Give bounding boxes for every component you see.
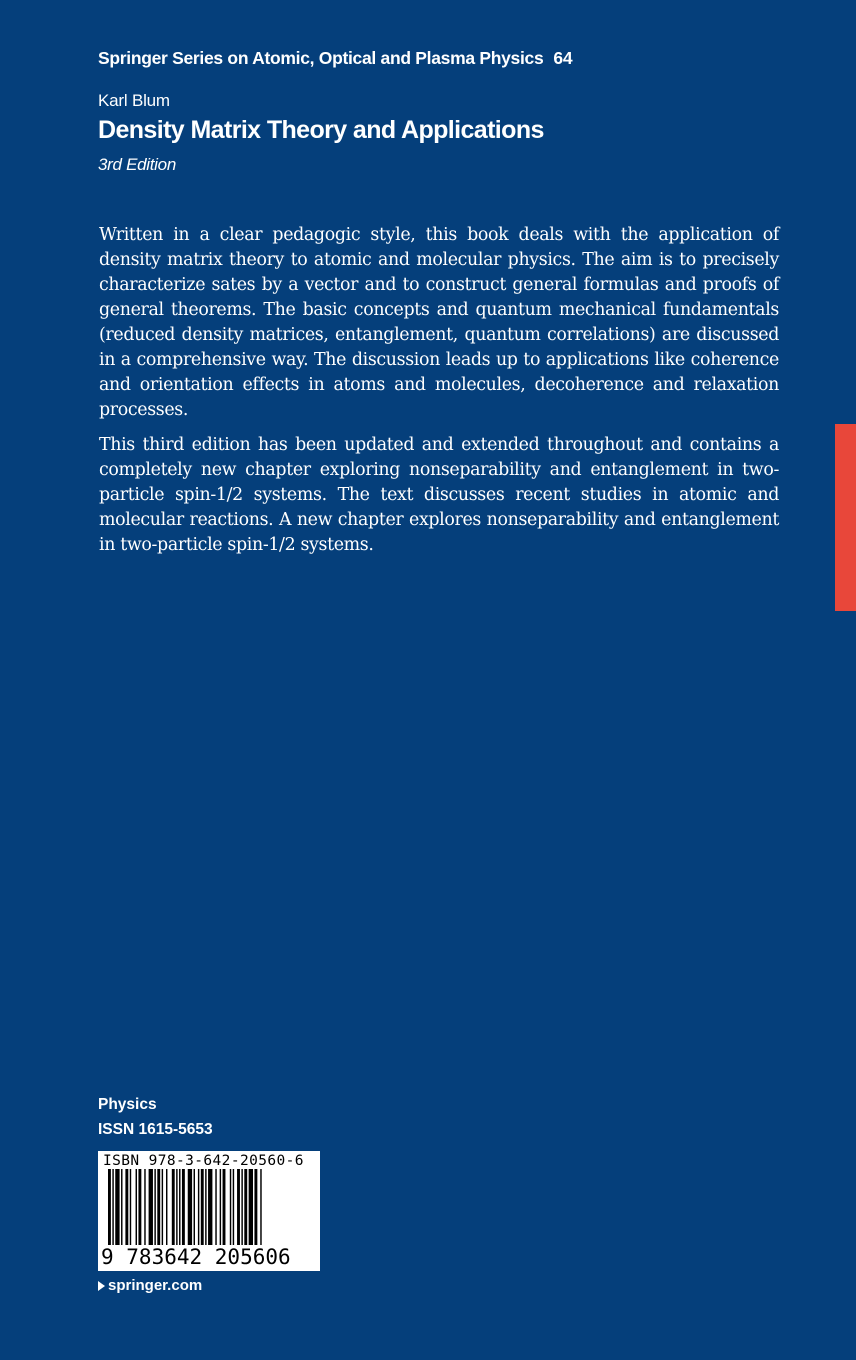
barcode-bar bbox=[162, 1169, 163, 1251]
barcode-bar bbox=[136, 1169, 137, 1251]
barcode-bar bbox=[179, 1169, 180, 1251]
barcode-bar bbox=[215, 1169, 216, 1251]
barcode-bar bbox=[121, 1169, 122, 1251]
barcode-bar bbox=[144, 1169, 145, 1251]
barcode-bar bbox=[172, 1169, 175, 1251]
barcode-bar bbox=[223, 1169, 226, 1251]
subject-label: Physics bbox=[98, 1096, 157, 1113]
series-name: Springer Series on Atomic, Optical and Plasma Physics bbox=[98, 48, 544, 68]
barcode-bar bbox=[138, 1169, 141, 1251]
barcode-bar bbox=[249, 1169, 253, 1251]
barcode-bar bbox=[220, 1169, 221, 1251]
description-paragraph-2: This third edition has been updated and extended throughout and contains a completely new chapter exploring nonseparability and entanglement in two-particle spin-1/2 systems. The text discusses recent studies in atomic and molecular reactions. A new chapter explores nonseparability and entanglement in two-particle spin-1/2 systems. bbox=[99, 435, 779, 555]
series-number: 64 bbox=[553, 48, 573, 68]
barcode-bar bbox=[176, 1169, 177, 1251]
ean-digits bbox=[101, 1245, 291, 1269]
barcode-bar bbox=[115, 1169, 119, 1251]
barcode-bar bbox=[108, 1169, 111, 1251]
barcode-bar bbox=[201, 1169, 204, 1251]
barcode-bar bbox=[149, 1169, 153, 1251]
barcode-bar bbox=[244, 1169, 247, 1251]
barcode-bar bbox=[182, 1169, 185, 1251]
barcode-bars bbox=[98, 1169, 320, 1251]
barcode-bar bbox=[241, 1169, 242, 1251]
barcode-bar bbox=[237, 1169, 240, 1251]
barcode-bar bbox=[112, 1169, 113, 1251]
color-accent-tab bbox=[835, 424, 856, 611]
barcode-bar bbox=[208, 1169, 212, 1251]
barcode-bar bbox=[157, 1169, 160, 1251]
barcode-bar bbox=[230, 1169, 231, 1251]
isbn-label: ISBN 978-3-642-20560-6 bbox=[103, 1153, 304, 1169]
springer-website-link[interactable] bbox=[98, 1277, 202, 1294]
arrow-right-icon bbox=[98, 1281, 105, 1291]
barcode-bar bbox=[194, 1169, 195, 1251]
book-title: Density Matrix Theory and Applications bbox=[98, 116, 544, 144]
website-label: springer.com bbox=[108, 1277, 203, 1294]
series-heading bbox=[98, 48, 572, 69]
barcode-bar bbox=[260, 1169, 261, 1251]
description-paragraph-1: Written in a clear pedagogic style, this book deals with the application of density matrix theory to atomic and molecular physics. The aim is to precisely characterize sates by a vector and to construct general formulas and proofs of general theorems. The basic concepts and quantum mechanical fundamentals (reduced density matrices, entanglement, quantum correlations) are discussed in a comprehensive way. The discussion leads up to applications like coherence and orientation effects in atoms and molecules, decoherence and relaxation processes. bbox=[99, 225, 779, 420]
barcode-bar bbox=[198, 1169, 199, 1251]
barcode-bar bbox=[130, 1169, 131, 1251]
edition-label: 3rd Edition bbox=[98, 155, 176, 174]
issn-label: ISSN 1615-5653 bbox=[98, 1121, 213, 1138]
barcode-bar bbox=[233, 1169, 234, 1251]
barcode-bar bbox=[254, 1169, 257, 1251]
author-name: Karl Blum bbox=[98, 91, 170, 110]
barcode-bar bbox=[188, 1169, 192, 1251]
barcode-bar bbox=[166, 1169, 167, 1251]
barcode-bar bbox=[205, 1169, 206, 1251]
barcode bbox=[98, 1151, 320, 1271]
barcode-bar bbox=[125, 1169, 128, 1251]
ean-digits-text: 9 783642 205606 bbox=[101, 1245, 291, 1269]
book-description bbox=[99, 223, 779, 568]
barcode-bar bbox=[154, 1169, 155, 1251]
